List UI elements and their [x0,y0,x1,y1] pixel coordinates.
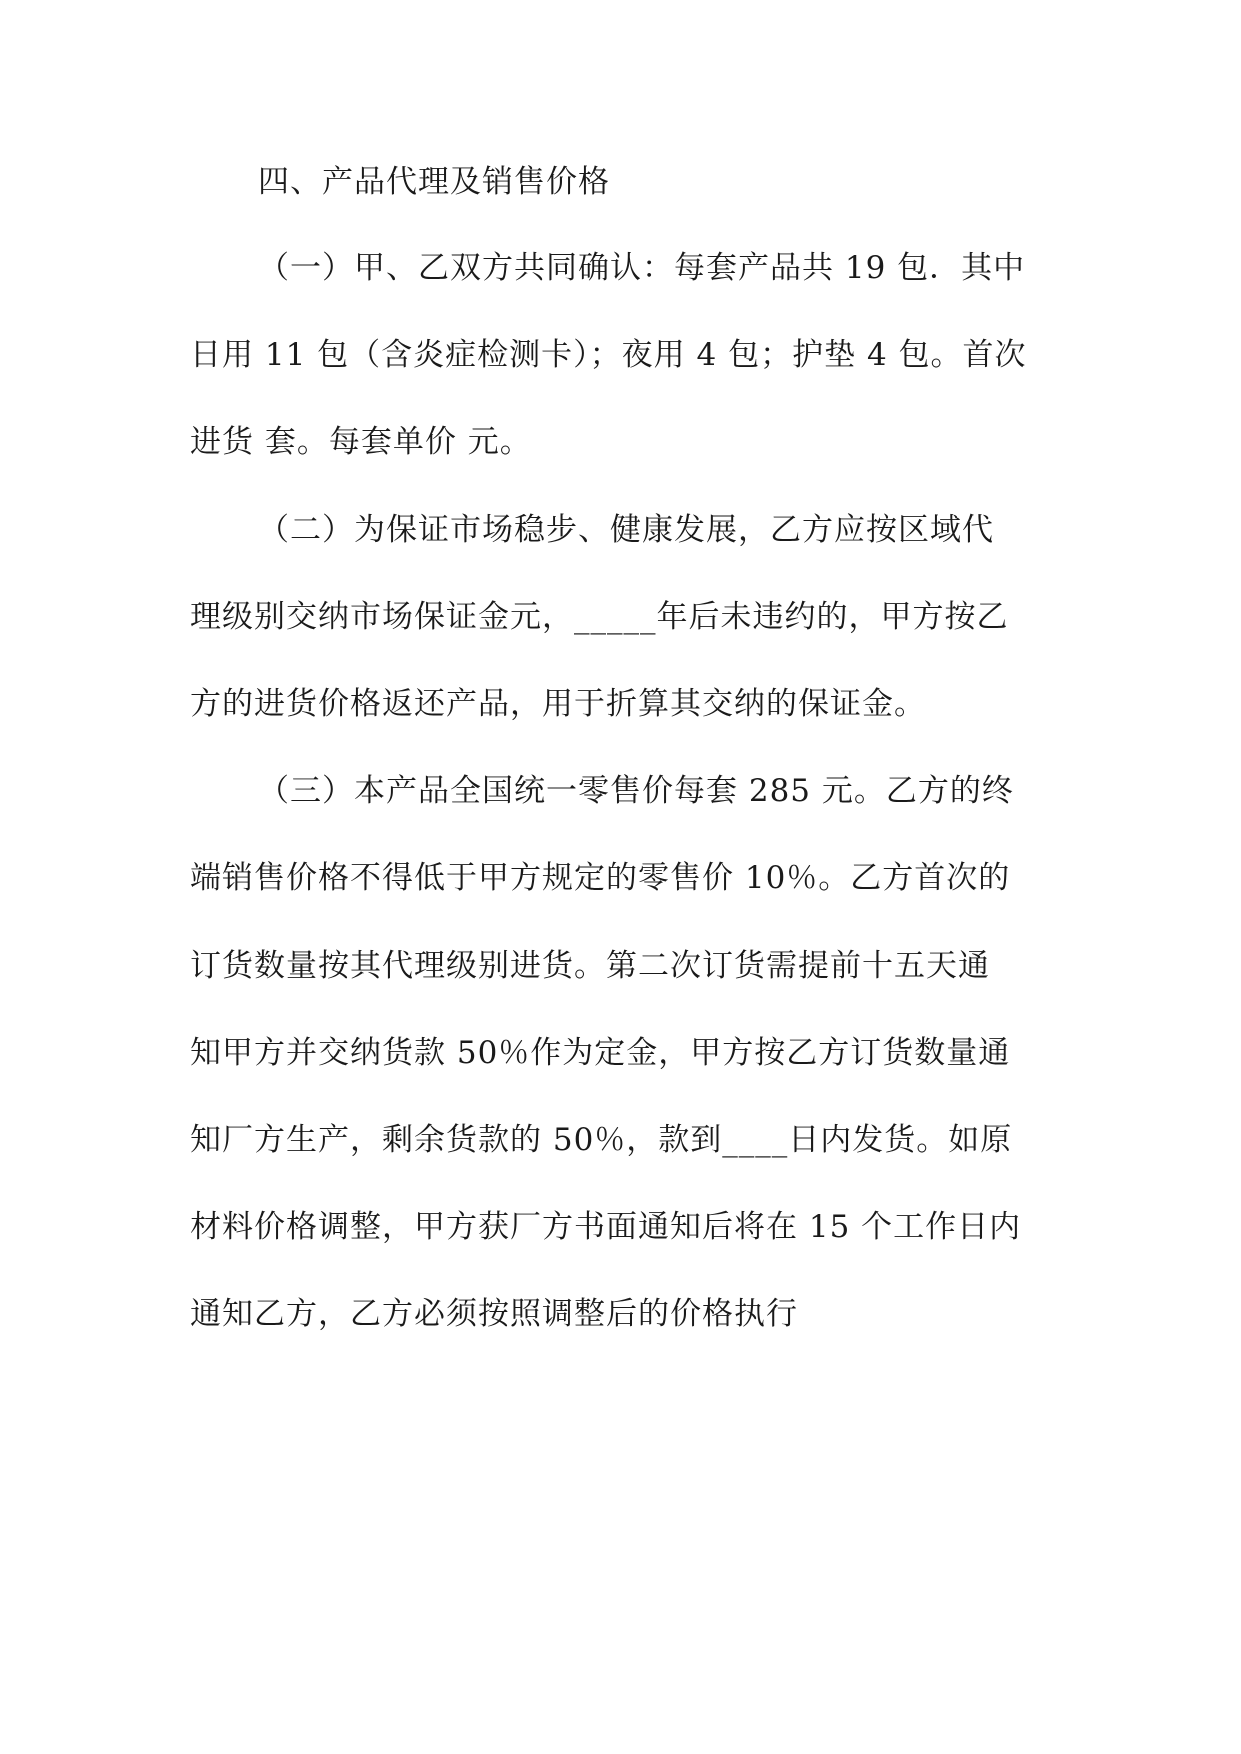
paragraph-line: 理级别交纳市场保证金元，_____年后未违约的，甲方按乙 [190,599,1009,635]
paragraph-line: 材料价格调整，甲方获厂方书面通知后将在 15 个工作日内 [190,1209,1022,1245]
paragraph-line: 端销售价格不得低于甲方规定的零售价 10％。乙方首次的 [190,860,1011,896]
paragraph-line: （一）甲、乙双方共同确认：每套产品共 19 包．其中 [258,250,1026,286]
paragraph-line: 通知乙方，乙方必须按照调整后的价格执行 [190,1296,798,1332]
paragraph-line: 进货 套。每套单价 元。 [190,424,532,460]
paragraph-line: 知甲方并交纳货款 50％作为定金，甲方按乙方订货数量通 [190,1035,1011,1071]
paragraph-line: 方的进货价格返还产品，用于折算其交纳的保证金。 [190,686,926,722]
paragraph-line: （二）为保证市场稳步、健康发展，乙方应按区域代 [258,512,994,548]
paragraph-line: 知厂方生产，剩余货款的 50％，款到____日内发货。如原 [190,1122,1013,1158]
paragraph-line: 日用 11 包（含炎症检测卡）；夜用 4 包；护垫 4 包。首次 [190,337,1027,373]
paragraph-line: 订货数量按其代理级别进货。第二次订货需提前十五天通 [190,948,990,984]
paragraph-line: （三）本产品全国统一零售价每套 285 元。乙方的终 [258,773,1014,809]
section-heading: 四、产品代理及销售价格 [258,164,610,200]
